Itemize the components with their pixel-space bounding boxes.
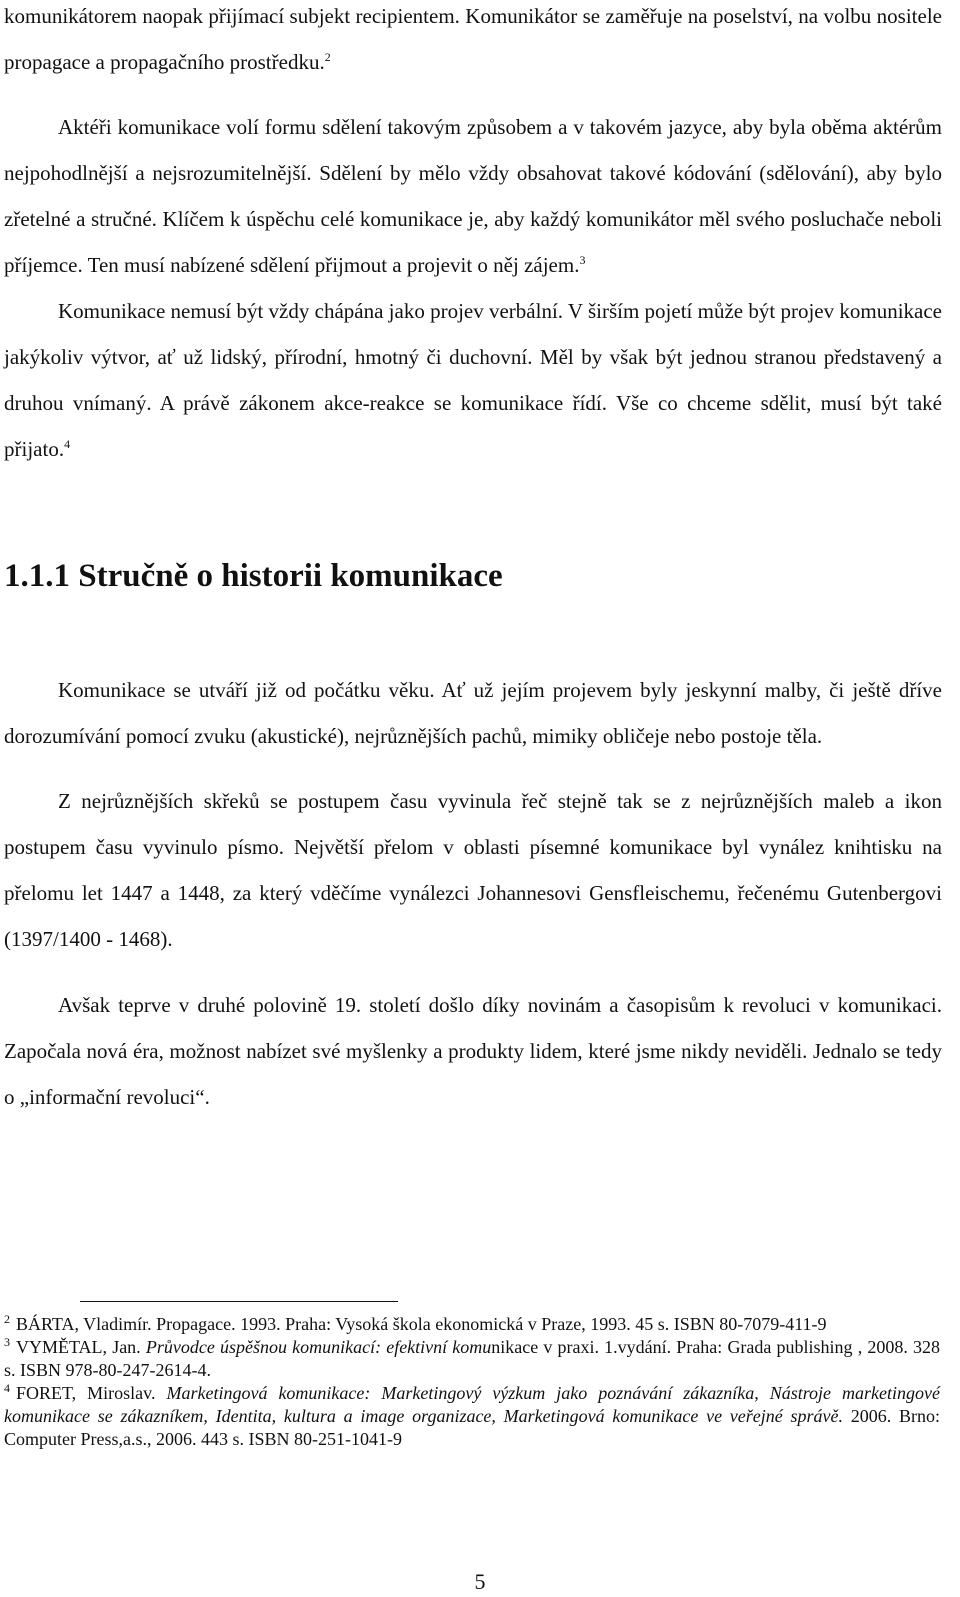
paragraph-actors <box>4 104 942 288</box>
footnote-rest: nikace v praxi. 1.vydání. Praha: Grada publishing , 2008. 328 s. ISBN 978-80-247-2614-4. <box>4 1337 940 1380</box>
section-number: 1.1.1 <box>4 558 70 594</box>
footnote-ref: 3 <box>579 253 586 267</box>
paragraph-revolution <box>4 982 942 1120</box>
footnote-number: 4 <box>4 1381 10 1395</box>
footnote-separator <box>80 1301 398 1302</box>
footnotes <box>4 1313 940 1451</box>
section-title: Stručně o historii komunikace <box>78 558 503 594</box>
footnote-title: Průvodce úspěšnou komunikací: efektivní komu <box>145 1337 492 1357</box>
footnote-author: VYMĚTAL, Jan. <box>16 1337 141 1357</box>
paragraph-text: Aktéři komunikace volí formu sdělení takovým způsobem a v takovém jazyce, aby byla oběma aktérům nejpohodlnější a nejsrozumitelnější. Sdělení by mělo vždy obsahovat takové kódování (sdělování), aby bylo zřetelné a stručné. Klíčem k úspěchu celé komunikace je, aby každý komunikátor měl svého posluchače neboli příjemce. Ten musí nabízené sdělení přijmout a projevit o něj zájem. <box>4 115 942 277</box>
paragraph-text: komunikátorem naopak přijímací subjekt recipientem. Komunikátor se zaměřuje na poselství, na volbu nositele propagace a propagačního prostředku. <box>4 4 942 74</box>
paragraph-intro-continuation <box>4 0 942 85</box>
footnote-author: FORET, Miroslav. <box>16 1383 156 1403</box>
paragraph-text: Komunikace nemusí být vždy chápána jako projev verbální. V širším pojetí může být projev komunikace jakýkoliv výtvor, ať už lidský, přírodní, hmotný či duchovní. Měl by však být jednou stranou představený a druhou vnímaný. A právě zákonem akce-reakce se komunikace řídí. Vše co chceme sdělit, musí být také přijato. <box>4 299 942 461</box>
paragraph-origins <box>4 667 942 759</box>
footnote-ref: 4 <box>64 437 71 451</box>
page-number: 5 <box>474 1569 486 1594</box>
footnote-3 <box>4 1336 940 1382</box>
footnote-ref: 2 <box>324 50 331 64</box>
paragraph-text: Avšak teprve v druhé polovině 19. století došlo díky novinám a časopisům k revoluci v komunikaci. Započala nová éra, možnost nabízet své myšlenky a produkty lidem, které jsme nikdy neviděli. Jednalo se tedy o „informační revoluci“. <box>4 993 942 1109</box>
footnote-2 <box>4 1313 940 1336</box>
paragraph-text: Komunikace se utváří již od počátku věku. Ať už jejím projevem byly jeskynní malby, či ještě dříve dorozumívání pomocí zvuku (akustické), nejrůznějších pachů, mimiky obličeje nebo postoje těla. <box>4 678 942 748</box>
footnote-number: 2 <box>4 1312 10 1326</box>
paragraph-writing <box>4 778 942 962</box>
document-page <box>4 0 942 1120</box>
section-heading <box>4 556 942 596</box>
paragraph-text: Z nejrůznějších skřeků se postupem času vyvinula řeč stejně tak se z nejrůznějších maleb a ikon postupem času vyvinulo písmo. Největší přelom v oblasti písemné komunikace byl vynález knihtisku na přelomu let 1447 a 1448, za který vděčíme vynálezci Johannesovi Gensfleischemu, řečenému Gutenbergovi (1397/1400 - 1468). <box>4 789 942 951</box>
footnote-4 <box>4 1382 940 1451</box>
footnote-rest: 2006. Brno: Computer Press,a.s., 2006. 443 s. ISBN 80-251-1041-9 <box>4 1406 940 1449</box>
paragraph-nonverbal <box>4 288 942 472</box>
footnote-text: BÁRTA, Vladimír. Propagace. 1993. Praha: Vysoká škola ekonomická v Praze, 1993. 45 s. ISBN 80-7079-411-9 <box>16 1314 827 1334</box>
footnote-title: Marketingová komunikace: Marketingový výzkum jako poznávání zákazníka, Nástroje marketingové komunikace se zákazníkem, Identita, kultura a image organizace, Marketingová komunikace ve veřejné správě. <box>4 1383 940 1426</box>
footnote-number: 3 <box>4 1335 10 1349</box>
